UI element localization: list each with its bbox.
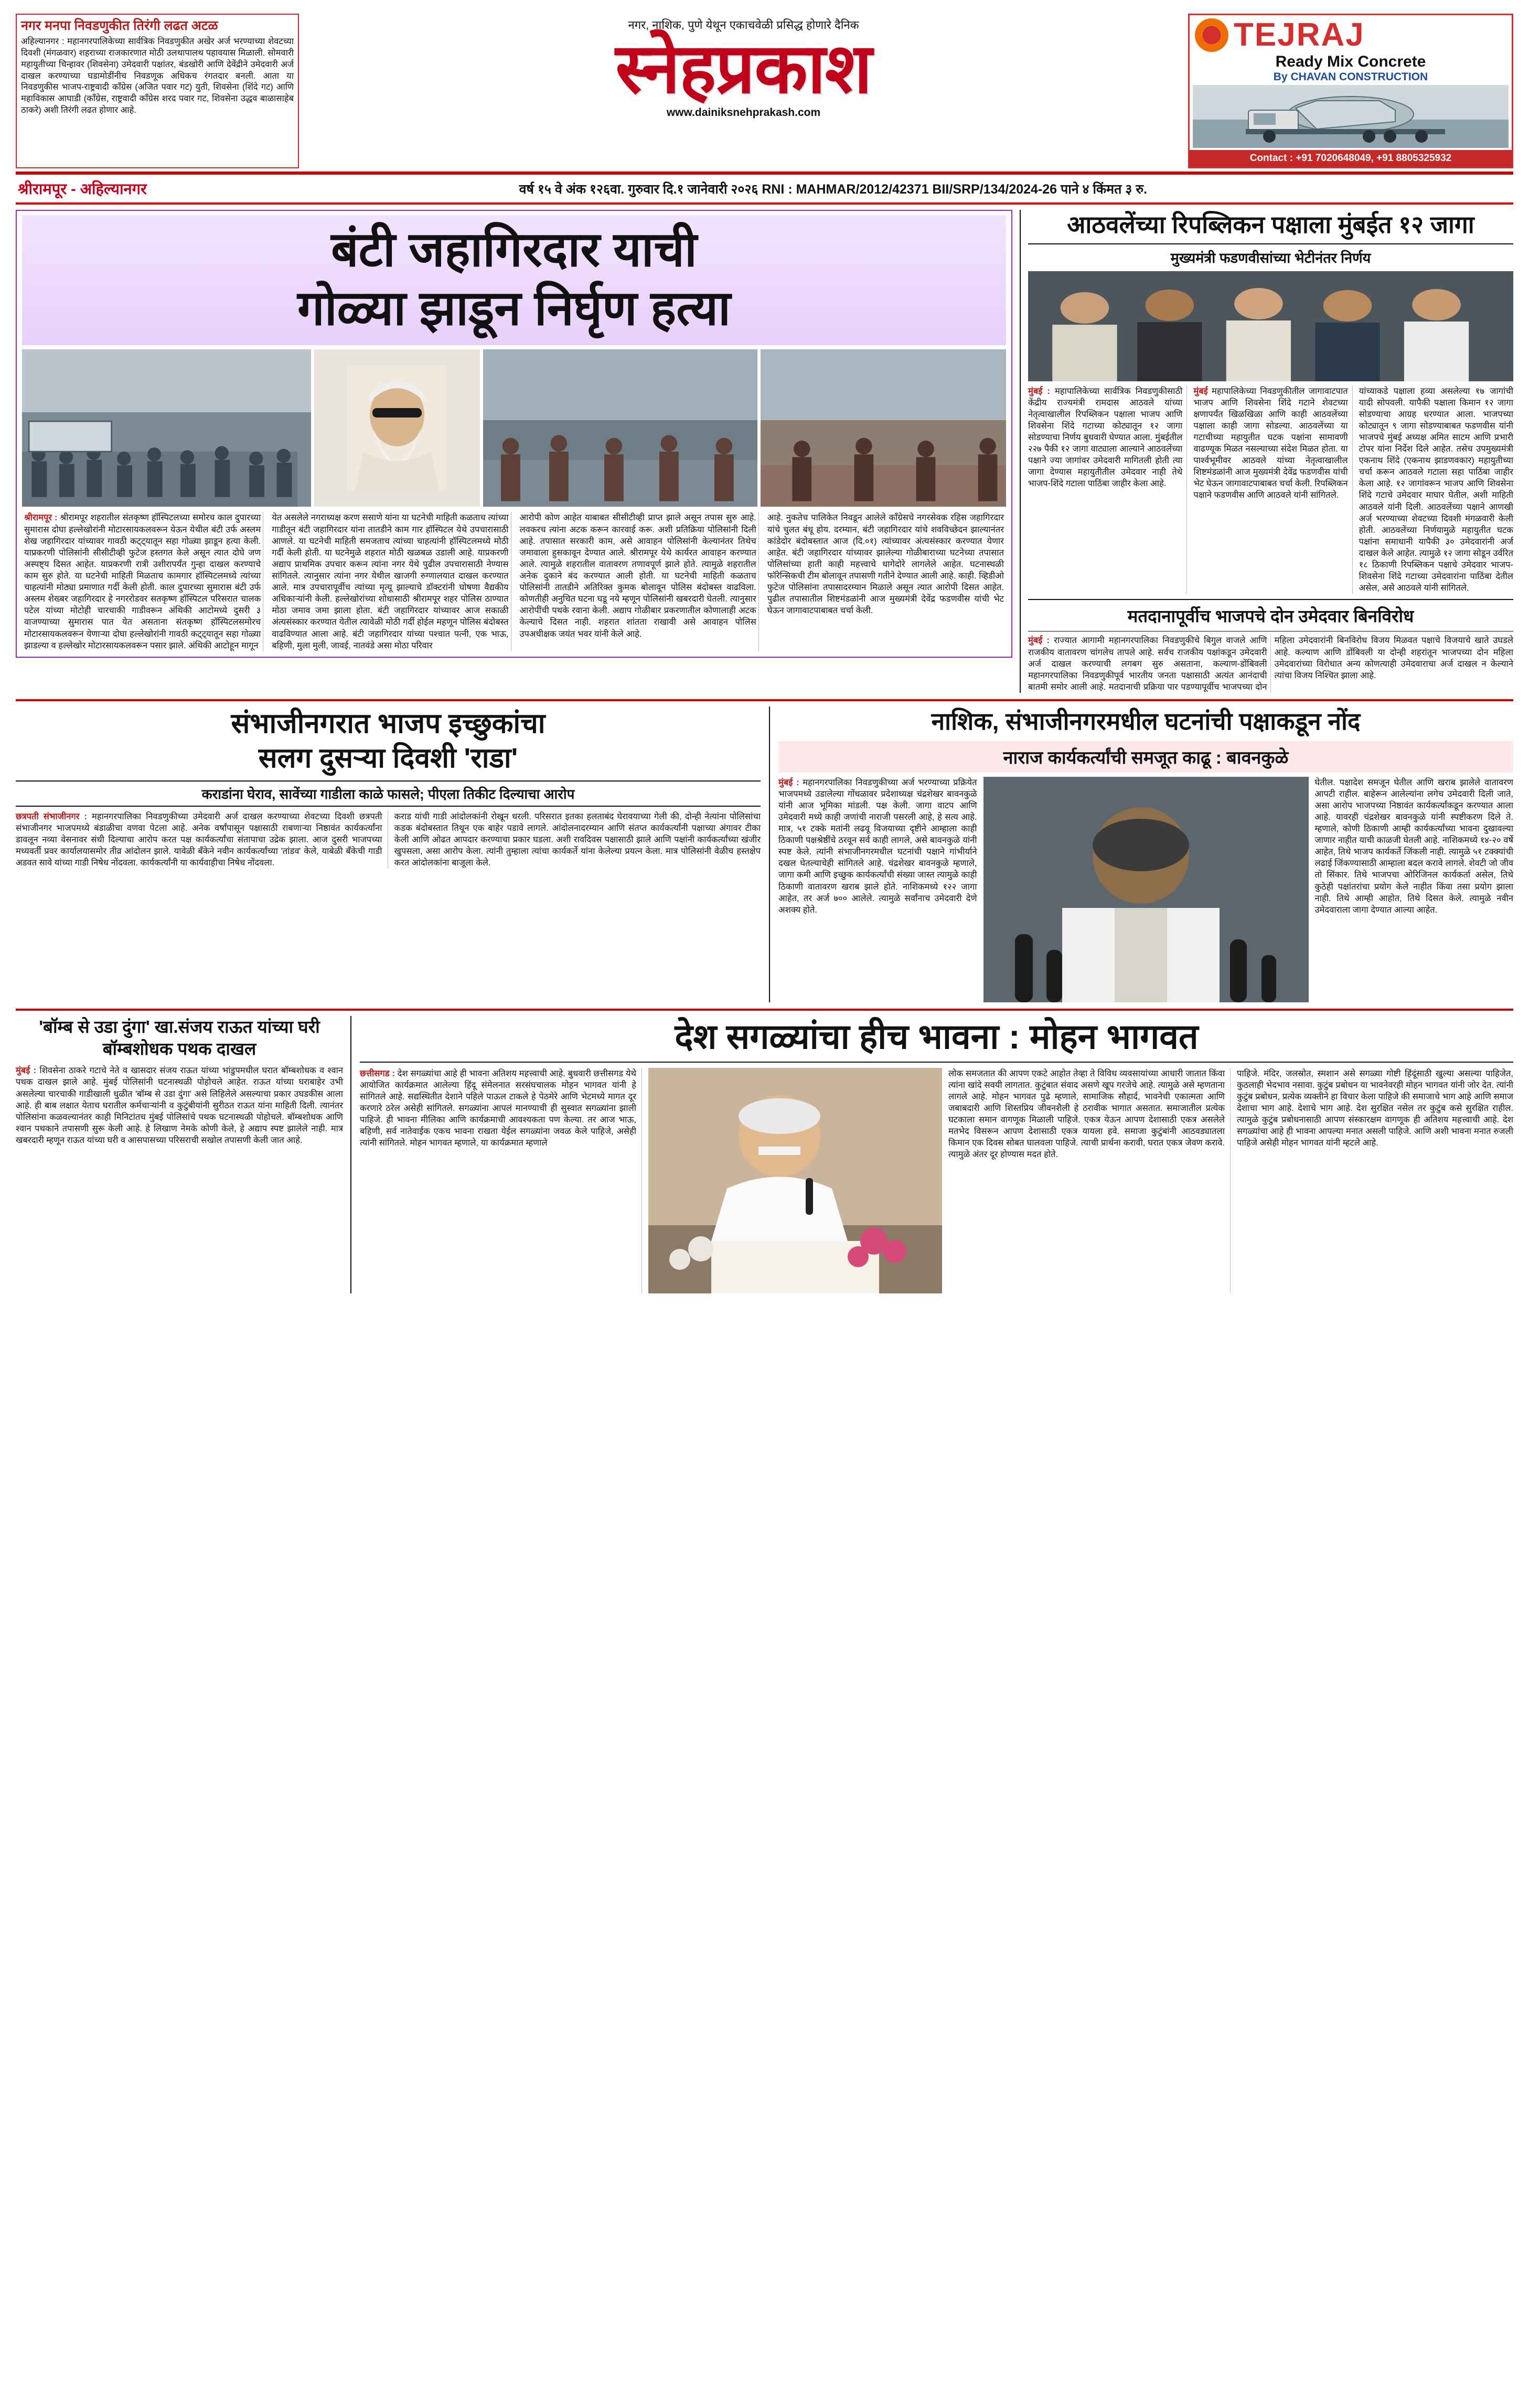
bhagwat-podium-illustration-icon [648, 1068, 942, 1293]
photo-investigation-scene [761, 349, 1006, 507]
right-story-subhead: मुख्यमंत्री फडणवीसांच्या भेटीनंतर निर्णय [1170, 250, 1371, 266]
right-text-3: यांच्याकडे पक्षाला हव्या असलेल्या १७ जागांची यादी सोपवली. यापैकी पक्षाला किमान १२ जागा सोडण्याचा आग्रह धरण्यात आला. भाजपच्या कोट्यातून ९ जागा सोडण्याबाबत फडणवीस यांनी भाजपचे मुंबई अध्यक्ष अमित साटम आणि प्रभारी टोपर यांना निर्देश दिले आहेत. तसेच उपमुख्यमंत्री एकनाथ शिंदे (एकनाथ झाडणवकार) महायुतीच्या चर्चा करून आठवले गटाला सहा पाठिंबा जाहीर केला आहे. १२ जागांवरून भाजप आणि शिवसेना शिंदे गटाचे उमेदवार माघार घेतील, अशी माहिती आठवले यांनी दिली. आठवलेंच्या पक्षाने आणखी अर्ज भरण्याच्या शेवटच्या दिवशी मंगळवारी केली होती. आठवलेंच्या निर्णयामुळे महायुतीत घटक पक्षांना समाधानी यापैकी ३० उमेदवारांनी अर्ज दाखल केले आहेत. त्यामुळे १२ जागा सोडून उर्वरित १८ ठिकाणी रिपब्लिकन पक्षाचे उमेदवार भाजप-शिवसेना शिंदे गटाच्या उमेदवारांना पाठिंबा देतील असेल, असे आठवले यांनी सांगितले. [1359, 386, 1513, 593]
masthead [16, 14, 1513, 174]
bawankule-column-2 [1315, 777, 1514, 1002]
bhagwat-headline: देश सगळ्यांचा हीच भावना : मोहन भागवत [360, 1016, 1513, 1063]
leaders-group-illustration-icon [1028, 271, 1513, 381]
photo-mohan-bhagwat [648, 1068, 942, 1293]
side-story-body: अहिल्यानगर : महानगरपालिकेच्या सार्वत्रिक निवडणुकीत अखेर अर्ज भरण्याच्या शेवटच्या दिवशी (मंगळवार) शहराच्या राजकारणात मोठी उलथापालथ पहावयास मिळाली. सोमवारी महायुतीच्या चिन्हावर (शिवसेना) उमेदवारी पक्षांतर, बंडखोरी आणि देवेंद्रीने उमेदवारी अर्ज दाखल करण्याच्या घडामोडींनीच निवडणूक अधिकच रंगतदार बनली. आता या निवडणुकीस भाजप-राष्ट्रवादी काँग्रेस (अजित पवार गट) युती, शिवसेना (शिंदे गट) आणि महाविकास आघाडी (काँग्रेस, राष्ट्रवादी काँग्रेस शरद पवार गट, शिवसेना उद्धव बाळासाहेब ठाकरे) अशी तिरंगी लढत होणार आहे. [21, 37, 294, 115]
ad-logo-row [1190, 15, 1512, 53]
raut-text: शिवसेना ठाकरे गटाचे नेते व खासदार संजय राऊत यांच्या भांडुपमधील घरात बॉम्बशोधक व श्वान पथक दाखल झाले आहे. मुंबई पोलिसांनी घटनास्थळी पोहोचले आहेत. राऊत यांच्या घराबाहेर उभी असलेल्या चारचाकी गाडीखाली धुळीत 'बॉम्ब से उडा दुंगा' असे लिहिलेले असल्याचा प्रकार उघडकीस आला आहे. ही बाब लक्षात येताच घरातील कर्मचाऱ्यांनी व कुटुंबीयांनी सुरीठत राऊत यांना माहिती दिली. त्यानंतर पोलिसांना कळवल्यानंतर काही मिनिटांतच मुंबई पोलिसांचे पथक घटनास्थळी पोहोचले. बॉम्बशोधक आणि श्वान पथकाने तपासणी सुरू केली आहे. हे लिखाण नेमके कोणी केले, हे अद्याप स्पष्ट झालेले नाही. मात्र खबरदारी म्हणून राऊत यांच्या घरी व आसपासच्या परिसराची सखोल तपासणी केली जात आहे. [16, 1066, 343, 1145]
side-story-headline: नगर मनपा निवडणुकीत तिरंगी लढत अटळ [21, 18, 218, 33]
right-column [1020, 210, 1513, 693]
raut-dateline: मुंबई : [16, 1066, 37, 1076]
bawankule-column-1 [778, 777, 977, 1002]
photo-political-leaders [1028, 271, 1513, 381]
ad-truck-photo [1193, 85, 1509, 148]
lead-text-1: श्रीरामपूर शहरातील संतकृष्ण हॉस्पिटलच्या समोरच काल दुपारच्या सुमारास दोघा हल्लेखोरांनी मोटारसायकलवरून येऊन येथील बंटी उर्फ अस्लम शेख जहागिरदार यांच्यावर गावठी कट्ट्यातून सहा गोळ्या झाडून हत्या केली. याप्रकरणी पोलिसांनी सीसीटीव्ही फुटेज हस्तगत केले असून त्यात दोघे जण अस्पष्ट्य दिसत आहेत. याप्रकरणी रात्री उशीरापर्यंत गुन्हा दाखल करण्याचे काम सुरु होते. या घटनेची माहिती मिळताच कामगार हॉस्पिटलमध्ये त्यांच्या चाहत्यांनी मोठ्या प्रमाणात गर्दी केली होती. काल दुपारच्या सुमारास बंटी उर्फ अस्लम शेख्बर जहागिरदार हे नगररोडवर सतकृष्ण हॉस्पिटल परिसरात चालक पटेल यांच्या मोटोही चारचाकी गाडीवरून अंथिकी आटोमध्ये दुसरी ३ वाजण्याच्या सुमारास पात येत असताना संतकृष्ण हॉस्पिटलसमोरच मोटारसायकलवरून येणाऱ्या दोघा हल्लेखोरांनी गावठी कट्ट्यातून सहा गोळ्या झाडल्या व हल्लेखोर मोटारसायकलवरून पसार झाले. अंथिकी आटोहून मागून [24, 513, 261, 650]
police-illustration-icon [483, 397, 757, 507]
sun-logo-icon [1195, 18, 1228, 52]
right-column-3 [1359, 386, 1513, 594]
lead-headline-line-1: बंटी जहागिरदार याची [331, 223, 697, 276]
photo-bawankule [983, 777, 1309, 1002]
bjp-column-1 [16, 811, 388, 869]
lead-text-3: आरोपी कोण आहेत याबाबत सीसीटीव्ही प्राप्त झाले असून तपास सुरु आहे. लवकरच त्यांना अटक करून कारवाई करू. अशी प्रतिक्रिया पोलिसांनी दिली आहे. तपासात सरकारी काम, असे आवाहन पोलिसांनी केल्यानंतर तिथेच जमावाला हुसकावून देण्यात आले. श्रीरामपूर येथे कार्यरत आवाहन करण्यात आले. त्यामुळे शहरातील वातावरण तणावपूर्ण झाले होते. त्यामुळे शहरातील अनेक दुकाने बंद करण्यात आली होती. या घटनेची माहिती कळताच पोलिसांनी तातडीने अतिरिक्त कुमक बोलावून पोलिस बंदोबस्त वाढविला. कोणतीही अनुचित घटना घडू नये म्हणून पोलिसांनी खबरदारी घेतली. त्यानुसार आरोपींची पथके रवाना केली. अद्याप गोळीबार प्रकरणातील कोणालाही अटक केल्याचे दिसत नाही. शहरात शांतता राखावी असे आवाहन पोलिस उपअधीक्षक जयंत भवर यांनी केले आहे. [519, 513, 756, 639]
bjp-text-1: महानगरपालिका निवडणुकीच्या उमेदवारी अर्ज दाखल करण्याच्या शेवटच्या दिवशी छत्रपती संभाजीनगर भाजपमध्ये बंडाळीचा वणवा पेटला आहे. अनेक वर्षांपासून पक्षासाठी राबणाऱ्या निष्ठावंत कार्यकर्त्यांना डावलून नव्या वेसनावर संधी दिल्याचा आरोप करत पक्ष कार्यकर्त्यांचा संतापाचा उद्रेक झाला. आज दुसरी भाजपच्या मध्यवर्ती प्रवर कार्यालयासमोर तीव्र आंदोलन झाले. यावेळी बँकेने नवीन कार्यकर्त्यांच्या 'तांडव' केले, याबेळी बँकेची गाडी अडवत सावे यांच्या गाडी निषेध नोंदवला. कार्यकर्त्यांनी या कार्यवाहीचा निषेध नोंदवला. [16, 811, 382, 868]
lead-column-3 [518, 512, 759, 651]
right-story-headline: आठवलेंच्या रिपब्लिकन पक्षाला मुंबईत १२ जागा [1028, 210, 1513, 244]
bjp-headline [16, 707, 761, 776]
lead-text-2: येत असलेले नगराध्यक्ष करण ससाणे यांना या घटनेची माहिती कळताच त्यांच्या गाडीतून बंटी जहागिरदार यांना तातडीने काम गार हॉस्पिटल येथे उपचारासाठी आणले. या घटनेची माहिती समजताच त्यांच्या चाहत्यांनी हॉस्पिटलमध्ये मोठी गर्दी केली होती. या घटनेमुळे शहरात मोठी खळबळ उडाली आहे. याप्रकरणी अद्याप प्राथमिक उपचार करून त्यांना नगर येथे पुढील उपचारासाठी नेण्यास सांगितले. त्यानुसार त्यांना नगर येथील खाजगी रुग्णालयात दाखल करण्यात आले. मात्र उपचारापूर्वीच त्यांच्या मृत्यू झाल्याचे डॉक्टरांनी घोषणा वैद्यकीय अधिकाऱ्यांनी केली. हल्लेखोरांच्या शोधासाठी श्रीरामपूर शहर पोलिस ठाण्यात मोठा जमाव जमा झाला होता. बंटी जहागिरदार यांच्यावर आज सकाळी अंत्यसंस्कार करण्यात येतील त्यावेळी मोठी गर्दी होईल महणून पोलिस बंदोबस्त वाढविण्यात आला आहे. बंटी जहागिरदार यांच्या पश्चात पत्नी, एक भाऊ, बहिणी, मुला मुली, जावई, नातवंडे असा मोठा परिवार [272, 513, 509, 650]
bhagwat-text-1: देश सगळ्यांचा आहे ही भावना अतिशय महत्त्वाची आहे. बुधवारी छत्तीसगड येथे आयोजित कार्यक्रमात आलेल्या हिंदू संमेलनात सरसंघचालक मोहन भागवत यांनी हे सांगितले आहे. सद्यस्थितीत देशाने पहिले पाऊल टाकले हे पेठमेरे आणि भेटमध्ये मागत दूर करणारे ठरेल असेही सांगितले. सगळ्यांना आपलं मानण्याची ही सुस्वात सगळ्यांना झाली पाहिजे. ही भावना मीलिका आणि कार्यक्रमाची आवश्यकता पण केल्या. तर आज भाऊ, बहिणी, सर्व नातेवाईक एकच भावना राखता येईल सगळ्यांना जवळ केले पाहिजे, असेही त्यांनी सांगितले. मोहन भागवत म्हणाले, या कार्यक्रमात म्हणाले [360, 1068, 636, 1148]
photo-victim-portrait [314, 349, 480, 507]
bjp-headline-line-1: संभाजीनगरात भाजप इच्छुकांचा [231, 708, 546, 740]
ad-subtitle: Ready Mix Concrete [1275, 53, 1426, 70]
bawankule-text-2: घेतील. पक्षादेश समजून घेतील आणि खराब झालेले वातावरण आपटी राहील. बाहेरून आलेल्यांना लगेच उमेदवारी दिली जाते, असा आरोप भाजपच्या निष्ठावंत कार्यकर्त्यांकडून करण्यात आला आहे. यावरही चंद्रशेखर बावनकुळे यांनी स्पष्टीकरण दिले ते. म्हणाले, कोणी ठिकाणी आम्ही कार्यकर्त्यांच्या भावना दुखावल्या जाणार नाहीत याची काळजी घेतली आहे. नाशिकमध्ये १४-२० वर्षे आहेत, तिथे भाजप कार्यकर्ते जिंकली नाही. त्यामुळे ५१ टक्क्यांची लढाई जिंकण्यासाठी आम्हाला बदल करावे लागले. शेवटी जो जीव तो सिंकार. तिथे भाजपचा ओरिजिनल कार्यकर्ता असेल, तिथे कुठेही पक्षांतरांचा प्रयोग केले नाहीत किंवा तसा प्रयोग झाला नाही. तिथे आम्ही आहोत, तिथे दिसत केले. त्यामुळे नवीन उमेदवाराला जागा देण्यात आल्या आहेत. [1314, 777, 1513, 915]
lead-column-2 [270, 512, 511, 651]
bhagwat-dateline: छत्तीसगड : [360, 1068, 395, 1078]
speaker-with-microphones-illustration-icon [983, 777, 1309, 1002]
edition-name: श्रीरामपूर - अहिल्यानगर [18, 181, 147, 198]
bhagwat-text-3: पाहिजे. मंदिर, जलस्रोत, स्मशान असे सगळ्या गोष्टी हिंदूंसाठी खुल्या असल्या पाहिजेत, कुठलाही भेदभाव नसावा. कुटुंब प्रबोधन या भावनेवरही मोहन भागवत यांनी जोर देत. त्यांनी कुटुंब प्रबोधन, प्रत्येक व्यक्तीने हा विचार केला पाहिजे की समाजाचे भाग आहे आणि समाज देशाचा भाग आहे. देशाचे भाग आहे. देश सुरक्षित नसेल तर कुटुंब कसे सुरक्षित राहील. त्यामुळे कुटुंब प्रबोधनासाठी आपण संस्कारक्षम वागणूक ही अतिशय महत्त्वाची आहे. देश सगळ्यांचा आहे ही भावना आपल्या मनात असली पाहिजे. आणि अशी भावना मनात रुजली पाहिजे असेही मोहन भागवत यांनी म्हटले आहे. [1237, 1068, 1513, 1148]
right-column-2 [1193, 386, 1352, 594]
raut-story [16, 1016, 351, 1293]
lead-story-column [16, 210, 1012, 693]
raut-headline: 'बॉम्ब से उडा दुंगा' खा.संजय राऊत यांच्या घरी बॉम्बशोधक पथक दाखल [39, 1016, 320, 1059]
edition-info-bar [16, 174, 1513, 205]
middle-band [16, 699, 1513, 1002]
bawankule-story [769, 707, 1513, 1002]
concrete-mixer-truck-icon [1238, 92, 1463, 143]
bjp-dateline: छत्रपती संभाजीनगर : [16, 811, 87, 821]
right-column-1 [1028, 386, 1187, 594]
right-dateline-1: मुंबई : [1028, 386, 1050, 396]
bawankule-content [778, 777, 1513, 1002]
bhagwat-column-1 [360, 1068, 642, 1293]
lead-body-columns [22, 512, 1006, 651]
newspaper-title: स्नेहप्रकाश [615, 30, 872, 107]
raut-body [16, 1065, 343, 1146]
masthead-tagline: नगर, नाशिक, पुणे येथून एकाचवेळी प्रसिद्ध होणारे दैनिक [628, 18, 859, 31]
bhagwat-text-2: लोक समजतात की आपण एकटे आहोत तेव्हा ते विविध व्यवसायांच्या आधारी जातात किंवा त्यांना खांदे सवयी लागतात. कुटुंबात संवाद असणे खूप गरजेचे आहे. त्यामुळे असे म्हणताना लागले आहे. मोहन भागवत पुढे म्हणाले, सामाजिक सौहार्द, भावनेची एकात्मता आणि जबाबदारी आणि शिस्तप्रिय जीवनशैली हे ठरावीक भागात असतात. समाजातील प्रत्येक घटकाला समान वागणूक मिळाली पाहिजे. एकत्र येऊन आपण देशासाठी एकत्र असलेले मतभेद विसरून आपण देशासाठी एकत्र यायला हवे. समाजा कुटुंबांनी आठवड्यातला किमान एक दिवस सोबत घालवला पाहिजे. त्याची प्रार्थना करावी, घरात एकत्र जेवण करावे. त्यामुळे अंतर दूर होण्यास मदत होते. [948, 1068, 1225, 1160]
right-text-1: महापालिकेच्या सार्वत्रिक निवडणुकीसाठी केंद्रीय राज्यमंत्री रामदास आठवले यांच्या नेतृत्वाखालील रिपब्लिकन पक्षाला भाजप आणि शिवसेना शिंदे गटाच्या कोट्यातून १२ जागा सोडण्याचा निर्णय बुधवारी घेण्यात आला. मुंबईतील २२७ पैकी १२ जागा वाट्याला आल्याने आठवलेंच्या पक्षाने ज्या जागांवर उमेदवारी मागितली होती त्या जागा देण्यास महायुतीतील उमेदवार नाही तेथे भाजप-शिंदे गटाला पाठिंबा जाहीर केला आहे. [1028, 386, 1183, 489]
bjp-subhead: कराडांना घेराव, सावेंच्या गाडीला काळे फासले; पीएला तिकीट दिल्याचा आरोप [16, 780, 761, 807]
investigation-illustration-icon [761, 397, 1006, 507]
portrait-illustration-icon [347, 365, 447, 491]
right-story-2-body [1028, 635, 1513, 693]
right-story-columns [1028, 386, 1513, 594]
lead-dateline-1: श्रीरामपूर : [24, 513, 58, 523]
lead-column-4 [765, 512, 1006, 651]
right-story-2-dateline: मुंबई : [1028, 636, 1050, 646]
right-story-2-headline: मतदानापूर्वीच भाजपचे दोन उमेदवार बिनविरोध [1028, 599, 1513, 632]
lead-text-4: आहे. नुकतेच पालिकेत निवडून आलेले काँग्रेसचे नगरसेवक रहिस जहागिरदार यांचे चुलत बंधू होय. दरम्यान, बंटी जहागिरदार यांचे शवविच्छेदन झाल्यानंतर कांडेदोर बंदोबस्तात आज (दि.०१) त्यांच्यावर अंत्यसंस्कार करण्यात येणार आहेत. बंटी जहागिरदार यांच्यावर झालेल्या गोळीबाराच्या घटनेच्या तपासात पोलिसांच्या हाती काही महत्त्वाचे धागेदोरे लागलेले आहेत. घटनास्थळी फॉरेन्सिकची टीम बोलावून तपासणी गतीने देण्यात आली आहे. काही. व्हिडीओ फुटेज पोलिसांना तपासादरम्यान मिळाले असून त्यात आरोपी दिसत आहेत. पुढील तपासातील शिष्टमंडळांनी आज मुख्यमंत्री देवेंद्र फडणवीस यांची भेट घेऊन जागावाटपाबाबत चर्चा केली. [767, 513, 1004, 616]
lead-column-1 [22, 512, 263, 651]
bawankule-subhead: नाराज कार्यकर्त्यांची समजूत काढू : बावनकुळे [778, 741, 1513, 773]
bjp-story [16, 707, 761, 1002]
bjp-headline-line-2: सलग दुसऱ्या दिवशी 'राडा' [258, 743, 518, 774]
bjp-text-2: कराड यांची गाडी आंदोलकांनी रोखून धरली. परिसरात इतका हलताबंद घेरावयाच्या गेली की, दोन्ही नेत्यांना पोलिसांचा कडक बंदोबस्तात तिथून एक बाहेर पडावे लागले. आंदोलनादरम्यान आणि संतप्त कार्यकर्त्यांनी पक्षाच्या अंगावर टीका केली आणि ओढत आपदार करण्याचा प्रकार घडला. अशी रावदिवस पक्षासाठी झाले आणि पक्षांनी कार्यकर्त्यांच्या खंजीर खुपसला, असा आरोप केला. त्यांनी तुम्हाला त्यांचा कार्यकर्ते यांना केलेल्या प्रयत्न केला. मात्र पोलिसांनी वेळीच हस्तक्षेप करत आंदोलकांना बाजूला केले. [394, 811, 761, 868]
right-text-2: महापालिकेच्या निवडणुकीतील जागावाटपात भाजप आणि शिवसेना शिंदे गटाने शेवटच्या क्षणापर्यंत खिळखिळा आणि काही आठवलेंच्या पक्षाला काही जागा सोडल्या. आठवलेंच्या या गटाचीच्या महायुतीत घटक पक्षांना सामावणी वाढण्यूक मिळत नसल्याच्या संदेश मिळत होता. या पार्श्वभूमीवर आठवले यांच्या नेतृत्वाखालील शिष्टमंडळांनी आज मुख्यमंत्री देवेंद्र फडणवीस यांची भेट घेऊन जागावाटपाबाबत चर्चा केली. रिपब्लिकन पक्षाने फडणवीस आणि आठवले यांनी सांगितले. [1193, 386, 1348, 500]
lead-photo-row [22, 349, 1006, 507]
lead-headline [22, 215, 1006, 345]
bjp-column-2 [394, 811, 761, 869]
bottom-band [16, 1009, 1513, 1293]
photo-police-scene [483, 349, 757, 507]
masthead-side-story [16, 14, 299, 168]
advertisement-tejraj[interactable] [1188, 14, 1513, 168]
right-dateline-2: मुंबई [1193, 386, 1208, 396]
bawankule-text-1: महानगरपालिका निवडणुकीच्या अर्ज भरण्याच्या प्रक्रियेत भाजपमध्ये उडालेल्या गोंधळावर प्रदेशाध्यक्ष चंद्रशेखर बावनकुळे यांनी आज भूमिका मांडली. पक्ष केली. जागा वाटप आणि उमेदवारी मध्ये काही जणांची नाराजी पसरली आहे, हे सत्य आहे. मात्र, ५१ टक्के मतांनी लढवू विजयाच्या दृष्टीने आम्हाला काही ठिकाणी पक्षश्रेष्ठींचे ठरवून सर्व काही लागले, असे बावनकुळे यांनी स्पष्ट केले. त्यांनी संभाजीनगरमधील घटनांची पक्षाने गांभीर्याने दखल घेतल्याचेही सांगितले आहे. चंद्रशेखर बावनकुळे म्हणाले, जागा कमी आणि इच्छुक कार्यकर्त्यांची संख्या जास्त त्यामुळे काही ठिकाणी वातावरण खराब झाले होते. नाशिकमध्ये १२२ जागा आहेत, तर अर्ज ७०० आलेले. त्यामुळे सर्वांनाच उमेदवारी देणे अशक्य होते. [778, 777, 977, 915]
ad-contact: Contact : +91 7020648049, +91 8805325932 [1190, 150, 1512, 167]
lead-headline-line-2: गोळ्या झाडून निर्घृण हत्या [297, 282, 731, 336]
edition-meta: वर्ष १५ वे अंक १२६वा. गुरुवार दि.१ जानेवारी २०२६ RNI : MAHMAR/2012/42371 BII/SRP/134/2024-26 पाने ४ किंमत ३ रु. [519, 181, 1148, 197]
bhagwat-column-2 [948, 1068, 1231, 1293]
newspaper-website[interactable]: www.dainiksnehprakash.com [666, 106, 821, 119]
bhagwat-story [360, 1016, 1513, 1293]
ad-company: By CHAVAN CONSTRUCTION [1273, 71, 1428, 83]
bawankule-dateline: मुंबई : [778, 777, 799, 787]
bjp-columns [16, 811, 761, 869]
bawankule-headline: नाशिक, संभाजीनगरमधील घटनांची पक्षाकडून नोंद [931, 708, 1361, 735]
crowd-illustration-icon [22, 397, 297, 507]
main-grid [16, 210, 1513, 693]
bhagwat-columns [360, 1068, 1513, 1293]
bhagwat-column-3 [1237, 1068, 1513, 1293]
photo-crowd-street [22, 349, 311, 507]
masthead-center [306, 14, 1181, 168]
ad-brand-name: TEJRAJ [1234, 17, 1365, 53]
lead-story [16, 210, 1012, 658]
right-story-2-text: राज्यात आगामी महानगरपालिका निवडणुकीचे बिगुल वाजले आणि राजकीय वातावरण चांगलेच तापले आहे. सर्वच राजकीय पक्षांकडून उमेदवारी अर्ज दाखल करण्याची लगबग सुरु असताना, कल्याण-डोंबिवली महानगरपालिका निवडणुकीपूर्व भारतीय जनता पक्षासाठी अत्यंत आनंदाची बातमी समोर आली आहे. मतदानाची प्रक्रिया पार पडण्यापूर्वीच भाजपच्या दोन महिला उमेदवारांनी बिनविरोध विजय मिळवत पक्षाचे विजयाचे खाते उघडले आहे. कल्याण आणि डोंबिवली या दोन्ही शहरांतून भाजपच्या दोन महिला उमेदवारांच्या विरोधात अन्य कोणत्याही उमेदवाराचा अर्ज दाखल न केल्याने त्यांचा विजय निश्चित झाला आहे. [1028, 636, 1513, 692]
